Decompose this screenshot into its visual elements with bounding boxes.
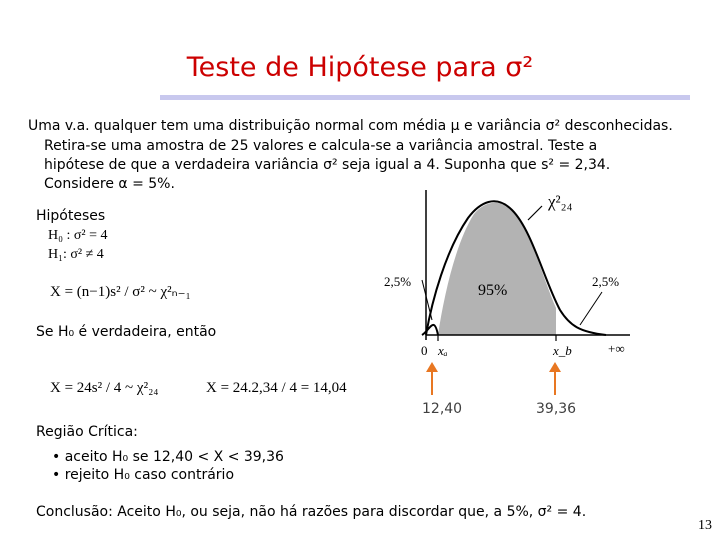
computed-statistic-formula: X = 24.2,34 / 4 = 14,04 <box>206 380 347 396</box>
specific-statistic-formula: X = 24s² / 4 ~ χ²₂₄ <box>50 380 159 396</box>
chi-label-pointer <box>528 206 542 220</box>
left-tail-pointer <box>422 280 432 320</box>
critical-high-value: 39,36 <box>536 401 577 417</box>
infinity-label: +∞ <box>608 341 625 356</box>
critical-high-arrow <box>549 362 561 395</box>
reject-rule: • rejeito H₀ caso contrário <box>52 467 235 483</box>
title-underline <box>160 95 690 100</box>
if-null-true-text: Se H₀ é verdadeira, então <box>36 324 217 340</box>
page-number: 13 <box>698 518 712 533</box>
intro-line-2: Retira-se uma amostra de 25 valores e calcula-se a variância amostral. Teste a <box>44 138 598 154</box>
xb-label: x_b <box>553 343 572 358</box>
general-statistic-formula: X = (n−1)s² / σ² ~ χ²ₙ₋₁ <box>50 284 191 300</box>
chi-square-label: χ²₂₄ <box>548 192 573 211</box>
slide-title: Teste de Hipótese para σ² <box>186 52 534 83</box>
critical-low-arrow <box>426 362 438 395</box>
critical-low-value: 12,40 <box>422 401 463 417</box>
right-tail-pointer <box>580 292 602 325</box>
critical-region-label: Região Crítica: <box>36 424 138 440</box>
zero-label: 0 <box>421 343 428 358</box>
null-hypothesis: H₀ : σ² = 4 <box>48 228 108 243</box>
acceptance-region-shade <box>438 203 556 335</box>
left-tail-percent: 2,5% <box>384 274 412 289</box>
accept-rule: • aceito H₀ se 12,40 < X < 39,36 <box>52 449 284 465</box>
intro-line-4: Considere α = 5%. <box>44 176 175 192</box>
right-tail-percent: 2,5% <box>592 274 620 289</box>
hypotheses-label: Hipóteses <box>36 208 106 224</box>
conclusion-text: Conclusão: Aceito H₀, ou seja, não há razões para discordar que, a 5%, σ² = 4. <box>36 504 587 520</box>
center-percent: 95% <box>478 282 508 299</box>
intro-line-3: hipótese de que a verdadeira variância σ² seja igual a 4. Suponha que s² = 2,34. <box>44 157 611 173</box>
xa-label: xₐ <box>438 343 448 358</box>
intro-line-1: Uma v.a. qualquer tem uma distribuição normal com média μ e variância σ² desconhecidas. <box>28 118 673 134</box>
chi-square-diagram <box>380 180 680 420</box>
alt-hypothesis: H₁: σ² ≠ 4 <box>48 247 104 262</box>
